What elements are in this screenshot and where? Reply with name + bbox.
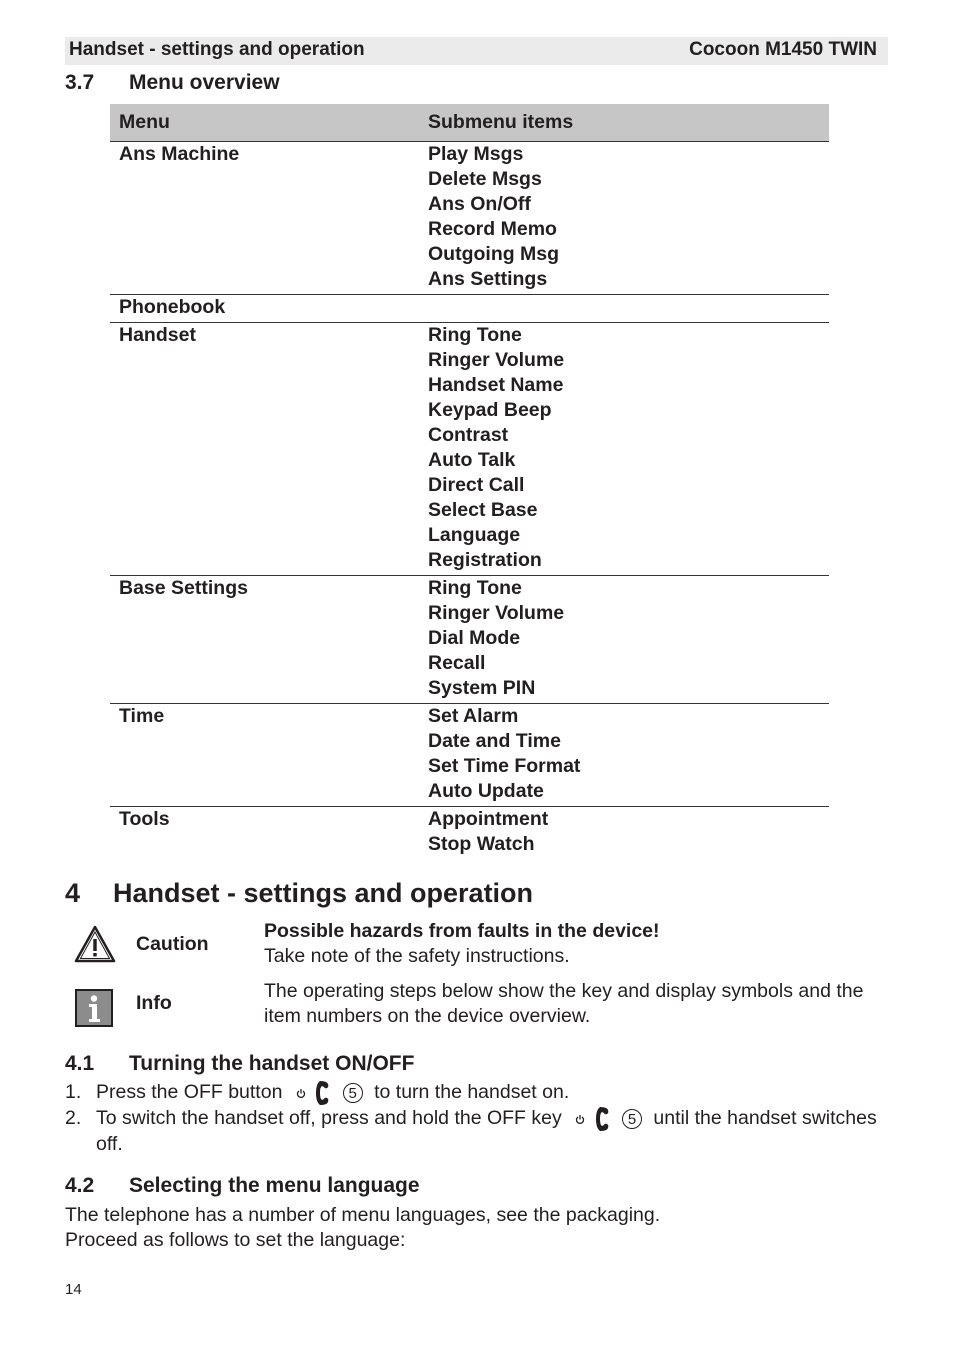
submenu-item: Select Base	[428, 499, 538, 521]
menu-cell: Base Settings	[110, 576, 419, 704]
table-row	[110, 142, 829, 295]
submenu-item: Record Memo	[428, 218, 557, 240]
chapter-title: Handset - settings and operation	[113, 878, 534, 908]
step-text-after: to turn the handset on.	[374, 1081, 570, 1104]
submenu-item: Direct Call	[428, 474, 525, 496]
info-text: The operating steps below show the key and display symbols and the item numbers on the device overview.	[264, 980, 864, 1027]
paragraph-line: The telephone has a number of menu languages, see the packaging.	[65, 1204, 661, 1226]
submenu-item: Play Msgs	[428, 143, 524, 165]
power-symbol-icon	[296, 1088, 306, 1098]
step-number: 2.	[65, 1107, 82, 1129]
submenu-item: Dial Mode	[428, 627, 521, 649]
menu-cell: Ans Machine	[110, 142, 419, 295]
table-row	[110, 807, 829, 860]
circled-item-number: 5	[343, 1083, 363, 1103]
submenu-item: Recall	[428, 652, 486, 674]
page-number: 14	[65, 1281, 82, 1298]
submenu-item: Registration	[428, 549, 542, 571]
menu-cell: Time	[110, 704, 419, 807]
submenu-item: Ring Tone	[428, 577, 522, 599]
submenu-item: Appointment	[428, 808, 549, 830]
power-symbol-icon	[575, 1114, 585, 1124]
info-label: Info	[136, 992, 172, 1014]
table-row	[110, 704, 829, 807]
caution-text	[264, 919, 874, 969]
submenu-item: Set Alarm	[428, 705, 519, 727]
end-call-key-icon	[595, 1106, 611, 1132]
section-number: 4.2	[65, 1174, 95, 1197]
chapter-number: 4	[65, 878, 81, 908]
submenu-item: Delete Msgs	[428, 168, 542, 190]
submenu-item: Ans Settings	[428, 268, 548, 290]
header-chapter-title: Handset - settings and operation	[69, 39, 365, 60]
submenu-cell	[419, 323, 829, 576]
submenu-cell	[419, 576, 829, 704]
column-header-submenu: Submenu items	[419, 104, 829, 142]
submenu-item: Set Time Format	[428, 755, 581, 777]
submenu-item: Ringer Volume	[428, 602, 565, 624]
warning-triangle-icon	[74, 925, 116, 963]
page-header	[65, 37, 888, 65]
end-call-key-icon	[315, 1080, 331, 1106]
column-header-menu: Menu	[110, 104, 419, 142]
circled-item-number: 5	[622, 1109, 642, 1129]
paragraph-line: Proceed as follows to set the language:	[65, 1229, 406, 1251]
submenu-item: Auto Talk	[428, 449, 516, 471]
submenu-item: Auto Update	[428, 780, 544, 802]
section-title: Menu overview	[129, 71, 280, 94]
submenu-item: Ans On/Off	[428, 193, 531, 215]
step-text-after: until the handset switches off.	[96, 1107, 877, 1155]
step-text-before: To switch the handset off, press and hold the OFF key	[96, 1107, 562, 1130]
submenu-item: Ring Tone	[428, 324, 522, 346]
section-number: 4.1	[65, 1052, 95, 1075]
step-number: 1.	[65, 1081, 82, 1103]
header-product-name: Cocoon M1450 TWIN	[689, 39, 877, 60]
table-row	[110, 295, 829, 323]
submenu-item: Contrast	[428, 424, 509, 446]
submenu-cell	[419, 142, 829, 295]
submenu-item: Ringer Volume	[428, 349, 565, 371]
table-row	[110, 576, 829, 704]
on-off-steps-list	[65, 1080, 885, 1157]
menu-cell: Handset	[110, 323, 419, 576]
section-number: 3.7	[65, 71, 95, 94]
section-title: Selecting the menu language	[129, 1174, 420, 1197]
table-header-row	[110, 104, 829, 142]
submenu-cell	[419, 704, 829, 807]
menu-overview-table	[110, 104, 829, 859]
language-intro-paragraph	[65, 1203, 660, 1253]
submenu-item: Date and Time	[428, 730, 561, 752]
list-item	[65, 1106, 885, 1157]
submenu-item: Handset Name	[428, 374, 564, 396]
list-item	[65, 1080, 885, 1106]
menu-cell: Phonebook	[110, 295, 419, 323]
submenu-cell	[419, 807, 829, 860]
table-row	[110, 323, 829, 576]
submenu-item: Outgoing Msg	[428, 243, 560, 265]
menu-cell: Tools	[119, 808, 170, 830]
submenu-item: Language	[428, 524, 521, 546]
submenu-item: Stop Watch	[428, 833, 535, 855]
submenu-item: System PIN	[428, 677, 536, 699]
submenu-item: Keypad Beep	[428, 399, 552, 421]
step-text-before: Press the OFF button	[96, 1081, 283, 1104]
caution-heading: Possible hazards from faults in the device!	[264, 920, 660, 942]
caution-label: Caution	[136, 933, 209, 955]
section-title: Turning the handset ON/OFF	[129, 1052, 415, 1075]
caution-body: Take note of the safety instructions.	[264, 945, 570, 967]
info-icon	[75, 989, 113, 1027]
submenu-cell	[419, 295, 829, 323]
